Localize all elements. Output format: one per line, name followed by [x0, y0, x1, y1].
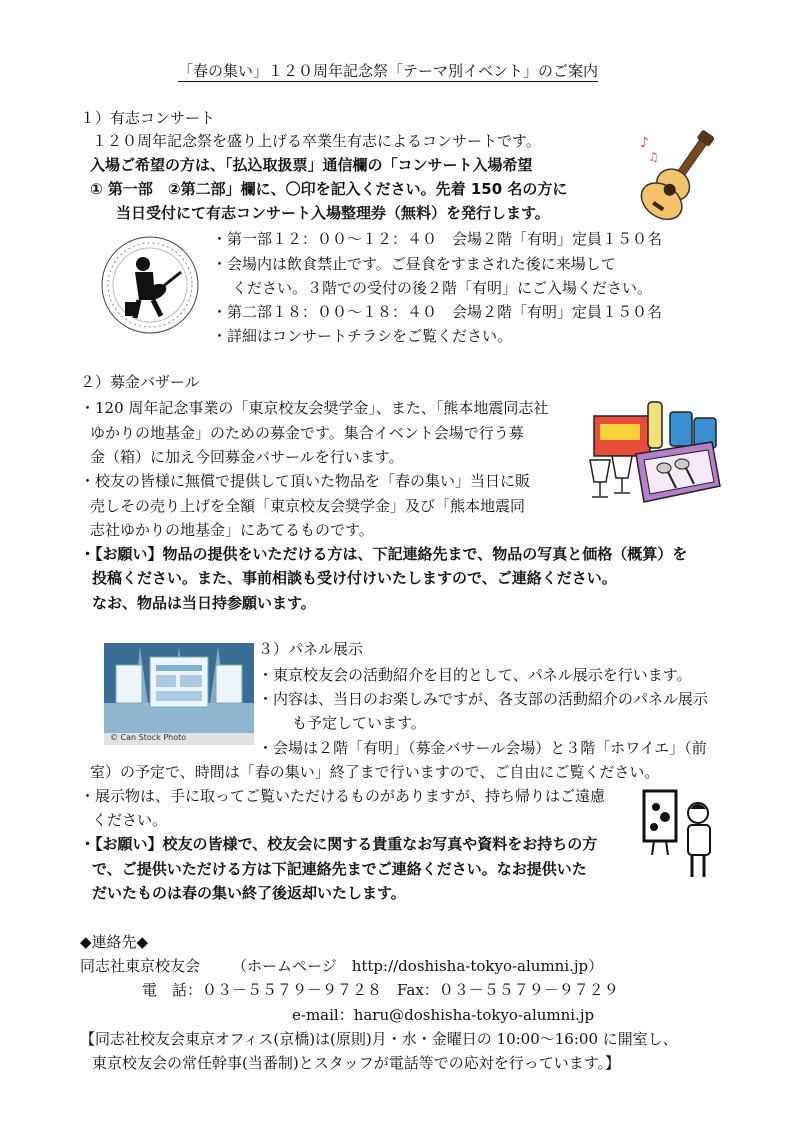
panel-exhibition-image [104, 643, 254, 745]
guitar-icon [630, 125, 730, 225]
page-title: 「春の集い」１２０周年記念祭「テーマ別イベント」のご案内 [178, 62, 599, 80]
svg-text:♪: ♪ [640, 135, 649, 151]
person-viewing-panel-icon [638, 785, 718, 885]
contact-org: 同志社東京校友会 [80, 957, 201, 975]
contact-heading: ◆連絡先◆ [80, 933, 149, 951]
concert-bold-line: 当日受付にて有志コンサート入場整理券（無料）を発行します。 [116, 204, 550, 222]
concert-bold-line: ① 第一部 ②第二部」欄に、〇印を記入ください。先着 150 名の方に [90, 180, 568, 198]
panel-line: も予定しています。 [292, 714, 426, 732]
bazaar-line: 金（箱）に加え今回募金バサールを行います。 [90, 448, 404, 466]
panel-line: ください。 [92, 811, 168, 829]
bazaar-goods-icon [580, 398, 725, 513]
office-hours-line: 【同志社校友会東京オフィス(京橋)は(原則)月・水・金曜日の 10:00〜16:00 に開室し、 [80, 1030, 678, 1048]
bazaar-line: ゆかりの地基金」のための募金です。集合イベント会場で行う募 [90, 424, 524, 442]
concert-heading: １）有志コンサート [80, 109, 216, 127]
office-hours-line: 東京校友会の常任幹事(当番制)とスタッフが電話等での応対を行っています。】 [92, 1054, 621, 1072]
bazaar-line: 志社ゆかりの地基金」にあてるものです。 [90, 521, 374, 539]
panel-line: 室）の予定で、時間は「春の集い」終了まで行いますので、ご自由にご覧ください。 [90, 763, 660, 781]
image-caption: © Can Stock Photo [110, 733, 187, 742]
concert-detail: ください。３階での受付の後２階「有明」にご入場ください。 [232, 279, 653, 297]
concert-bold-line: 入場ご希望の方は、「払込取扱票」通信欄の「コンサート入場希望 [90, 156, 533, 174]
bazaar-line: ・校友の皆様に無償で提供して頂いた物品を「春の集い」当日に販 [80, 472, 531, 490]
concert-intro: １２０周年記念祭を盛り上げる卒業生有志によるコンサートです。 [92, 132, 541, 150]
svg-text:♫: ♫ [648, 150, 659, 164]
concert-detail: ・詳細はコンサートチラシをご覧ください。 [212, 327, 513, 345]
panel-request: で、ご提供いただける方は下記連絡先までご連絡ください。なお提供いた [92, 860, 587, 878]
panel-request: ・【お願い】校友の皆様で、校友会に関する貴重なお写真や資料をお持ちの方 [80, 835, 598, 853]
contact-phone: 電 話：０３－５５７９－９７２８ Fax：０３－５５７９－９７２９ [142, 981, 619, 999]
bazaar-line: 売しその売り上げを全額「東京校友会奨学金」及び「熊本地震同 [90, 497, 526, 515]
panel-request: だいたものは春の集い終了後返却いたします。 [92, 884, 406, 902]
panel-line: ・展示物は、手に取ってご覧いただけるものがありますが、持ち帰りはご遠慮 [80, 787, 606, 805]
bazaar-heading: ２）募金バザール [80, 373, 200, 391]
guitarist-icon [95, 230, 205, 340]
contact-homepage: （ホームページ http://doshisha-tokyo-alumni.jp） [232, 957, 604, 975]
bazaar-line: ・120 周年記念事業の「東京校友会奨学金」、また、「熊本地震同志社 [80, 399, 549, 417]
panel-line: ・内容は、当日のお楽しみですが、各支部の活動紹介のパネル展示 [258, 690, 709, 708]
panel-line: ・会場は２階「有明」（募金バサール会場）と３階「ホワイエ」（前 [258, 739, 707, 757]
contact-email: e-mail：haru@doshisha-tokyo-alumni.jp [292, 1006, 595, 1024]
concert-detail: ・第一部１２：００〜１２：４０ 会場２階「有明」定員１５０名 [212, 230, 663, 248]
panel-line: ・東京校友会の活動紹介を目的として、パネル展示を行います。 [258, 666, 692, 684]
bazaar-request: 投稿ください。また、事前相談も受け付けいたしますので、ご連絡ください。 [92, 569, 617, 587]
bazaar-request: なお、物品は当日持参願います。 [92, 594, 316, 612]
concert-detail: ・会場内は飲食禁止です。ご昼食をすまされた後に来場して [212, 255, 616, 273]
concert-detail: ・第二部１８：００〜１８：４０ 会場２階「有明」定員１５０名 [212, 303, 663, 321]
panel-heading: ３）パネル展示 [258, 640, 364, 658]
bazaar-request: ・【お願い】物品の提供をいただける方は、下記連絡先まで、物品の写真と価格（概算）を [80, 545, 688, 563]
